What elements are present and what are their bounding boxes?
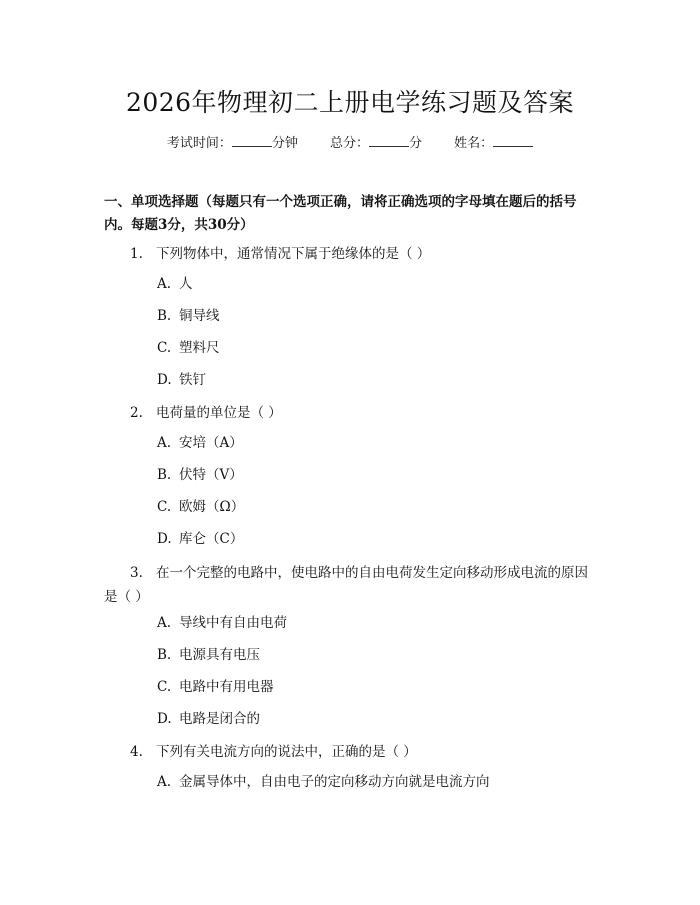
student-name-label: 姓名： xyxy=(454,136,494,151)
option-text: 金属导体中，自由电子的定向移动方向就是电流方向 xyxy=(179,774,490,790)
option-label: A. xyxy=(157,276,172,292)
option-text: 铁钉 xyxy=(179,372,206,388)
exam-time-blank xyxy=(232,134,272,147)
section-heading: 一、单项选择题（每题只有一个选项正确，请将正确选项的字母填在题后的括号内。每题3分，共30分） xyxy=(104,194,577,233)
question-text: 下列有关电流方向的说法中，正确的是（ ） xyxy=(156,744,417,760)
option-label: B. xyxy=(157,467,172,483)
option-text: 电路中有用电器 xyxy=(179,679,274,695)
option-text: 伏特（V） xyxy=(179,467,243,483)
q1-option-b xyxy=(157,306,220,326)
option-text: 人 xyxy=(179,276,193,292)
exam-time-unit: 分钟 xyxy=(271,136,298,151)
question-2 xyxy=(104,401,594,425)
option-text: 安培（A） xyxy=(179,435,243,451)
option-label: C. xyxy=(157,499,172,515)
question-1 xyxy=(104,242,594,266)
option-label: A. xyxy=(157,435,172,451)
q3-option-b xyxy=(157,645,260,665)
total-score-unit: 分 xyxy=(409,136,423,151)
q2-option-a xyxy=(157,433,243,453)
option-text: 电源具有电压 xyxy=(179,647,260,663)
option-label: D. xyxy=(157,531,172,547)
option-text: 铜导线 xyxy=(179,308,220,324)
question-text: 在一个完整的电路中，使电路中的自由电荷发生定向移动形成电流的原因是（ ） xyxy=(104,565,588,605)
question-number: 2. xyxy=(130,405,143,421)
exam-time-field xyxy=(167,136,302,151)
q2-option-b xyxy=(157,465,243,485)
option-label: A. xyxy=(157,774,172,790)
option-text: 塑料尺 xyxy=(179,340,220,356)
q2-option-d xyxy=(157,529,243,549)
option-text: 导线中有自由电荷 xyxy=(179,615,287,631)
option-label: D. xyxy=(157,372,172,388)
option-label: D. xyxy=(157,711,172,727)
exam-meta-line xyxy=(0,132,700,151)
page-title: 2026年物理初二上册电学练习题及答案 xyxy=(125,88,575,117)
total-score-label: 总分： xyxy=(329,136,369,151)
q1-option-c xyxy=(157,338,220,358)
exam-time-label: 考试时间： xyxy=(166,136,232,151)
option-label: C. xyxy=(157,679,172,695)
option-text: 库仑（C） xyxy=(179,531,244,547)
student-name-blank xyxy=(493,134,533,147)
total-score-field xyxy=(330,136,426,151)
question-3 xyxy=(104,561,594,609)
option-label: B. xyxy=(157,647,172,663)
q1-option-d xyxy=(157,370,206,390)
question-number: 1. xyxy=(130,246,143,262)
option-text: 欧姆（Ω） xyxy=(179,499,245,515)
option-label: C. xyxy=(157,340,172,356)
q3-option-c xyxy=(157,677,274,697)
option-label: A. xyxy=(157,615,172,631)
total-score-blank xyxy=(369,134,409,147)
question-4 xyxy=(104,740,594,764)
student-name-field xyxy=(454,136,533,151)
q3-option-d xyxy=(157,709,260,729)
q1-option-a xyxy=(157,274,193,294)
question-text: 电荷量的单位是（ ） xyxy=(156,405,282,421)
q4-option-a xyxy=(157,772,490,792)
question-number: 3. xyxy=(130,565,143,581)
q2-option-c xyxy=(157,497,244,517)
option-text: 电路是闭合的 xyxy=(179,711,260,727)
option-label: B. xyxy=(157,308,172,324)
question-text: 下列物体中，通常情况下属于绝缘体的是（ ） xyxy=(156,246,431,262)
q3-option-a xyxy=(157,613,287,633)
question-number: 4. xyxy=(130,744,143,760)
